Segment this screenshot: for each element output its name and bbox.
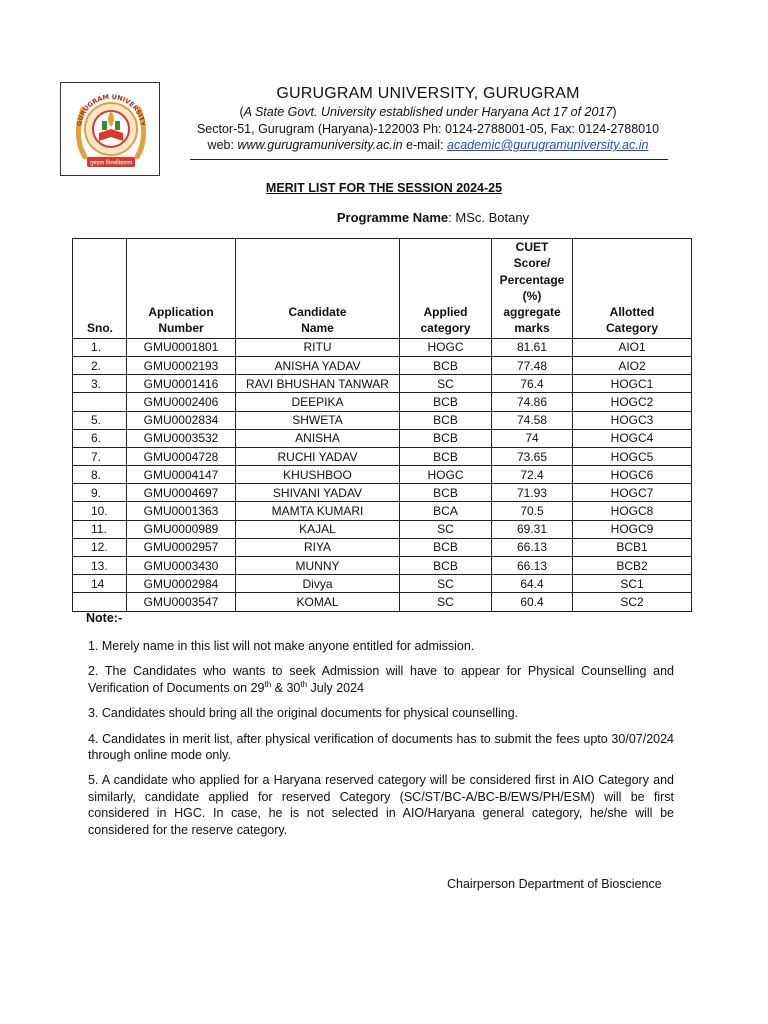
cell-allotted-category: HOGC2 <box>573 393 692 411</box>
cell-allotted-category: HOGC4 <box>573 429 692 447</box>
header-application-number: Application Number <box>127 239 236 339</box>
note-3: 3. Candidates should bring all the original documents for physical counselling. <box>88 706 519 721</box>
letterhead <box>186 84 670 154</box>
table-row <box>73 593 692 611</box>
cell-candidate-name: ANISHA YADAV <box>236 356 400 374</box>
table-row <box>73 375 692 393</box>
university-logo-emblem <box>67 85 155 173</box>
table-row <box>73 429 692 447</box>
table-row <box>73 338 692 356</box>
programme-name: Programme Name: MSc. Botany <box>336 210 530 225</box>
cell-application-number: GMU0001416 <box>127 375 236 393</box>
cell-applied-category: BCB <box>400 484 492 502</box>
cell-application-number: GMU0001801 <box>127 338 236 356</box>
cell-application-number: GMU0002193 <box>127 356 236 374</box>
cell-candidate-name: MUNNY <box>236 557 400 575</box>
note-1: 1. Merely name in this list will not make anyone entitled for admission. <box>88 639 475 653</box>
cell-application-number: GMU0002406 <box>127 393 236 411</box>
table-body <box>73 338 692 611</box>
cell-allotted-category: AIO2 <box>573 356 692 374</box>
cell-allotted-category: BCB2 <box>573 557 692 575</box>
cell-applied-category: SC <box>400 375 492 393</box>
header-candidate-name: Candidate Name <box>236 239 400 339</box>
university-name: GURUGRAM UNIVERSITY, GURUGRAM <box>276 85 580 102</box>
cell-candidate-name: KOMAL <box>236 593 400 611</box>
cell-sno: 13. <box>73 557 127 575</box>
cell-allotted-category: HOGC7 <box>573 484 692 502</box>
signature-line: Chairperson Department of Bioscience <box>447 877 662 891</box>
cell-applied-category: BCB <box>400 411 492 429</box>
cell-score: 69.31 <box>492 520 573 538</box>
cell-score: 81.61 <box>492 338 573 356</box>
cell-score: 73.65 <box>492 447 573 465</box>
cell-candidate-name: DEEPIKA <box>236 393 400 411</box>
cell-sno: 8. <box>73 466 127 484</box>
table-header-row <box>73 239 692 339</box>
cell-application-number: GMU0003547 <box>127 593 236 611</box>
cell-candidate-name: SHIVANI YADAV <box>236 484 400 502</box>
header-sno: Sno. <box>73 239 127 339</box>
cell-allotted-category: SC2 <box>573 593 692 611</box>
cell-allotted-category: SC1 <box>573 575 692 593</box>
cell-applied-category: BCB <box>400 557 492 575</box>
cell-candidate-name: RUCHI YADAV <box>236 447 400 465</box>
cell-candidate-name: KAJAL <box>236 520 400 538</box>
header-allotted-category: Allotted Category <box>573 239 692 339</box>
cell-application-number: GMU0002957 <box>127 538 236 556</box>
website-text: www.gurugramuniversity.ac.in <box>237 138 403 152</box>
cell-application-number: GMU0000989 <box>127 520 236 538</box>
cell-application-number: GMU0004697 <box>127 484 236 502</box>
cell-applied-category: HOGC <box>400 338 492 356</box>
cell-allotted-category: HOGC3 <box>573 411 692 429</box>
cell-score: 71.93 <box>492 484 573 502</box>
cell-candidate-name: Divya <box>236 575 400 593</box>
cell-applied-category: BCB <box>400 447 492 465</box>
cell-applied-category: HOGC <box>400 466 492 484</box>
note-4: 4. Candidates in merit list, after physical verification of documents has to submit the fees upto 30/07/2024 through online mode only. <box>88 731 674 763</box>
cell-allotted-category: HOGC9 <box>573 520 692 538</box>
cell-score: 76.4 <box>492 375 573 393</box>
cell-candidate-name: SHWETA <box>236 411 400 429</box>
cell-allotted-category: BCB1 <box>573 538 692 556</box>
cell-applied-category: SC <box>400 520 492 538</box>
cell-applied-category: BCB <box>400 429 492 447</box>
email-link[interactable]: academic@gurugramuniversity.ac.in <box>447 138 649 152</box>
cell-application-number: GMU0003430 <box>127 557 236 575</box>
cell-candidate-name: MAMTA KUMARI <box>236 502 400 520</box>
cell-allotted-category: AIO1 <box>573 338 692 356</box>
cell-score: 64.4 <box>492 575 573 593</box>
cell-application-number: GMU0001363 <box>127 502 236 520</box>
cell-sno: 3. <box>73 375 127 393</box>
cell-sno: 9. <box>73 484 127 502</box>
cell-application-number: GMU0004728 <box>127 447 236 465</box>
table-row <box>73 393 692 411</box>
cell-candidate-name: ANISHA <box>236 429 400 447</box>
logo-text-bottom: गुरुग्राम विश्वविद्यालय <box>89 160 133 167</box>
cell-score: 66.13 <box>492 557 573 575</box>
cell-application-number: GMU0003532 <box>127 429 236 447</box>
cell-sno: 6. <box>73 429 127 447</box>
cell-candidate-name: RAVI BHUSHAN TANWAR <box>236 375 400 393</box>
subtitle-text: A State Govt. University established under Haryana Act 17 of 2017 <box>243 105 613 119</box>
contact-line: web: www.gurugramuniversity.ac.in e-mail: academic@gurugramuniversity.ac.in <box>207 138 649 152</box>
table-row <box>73 484 692 502</box>
university-logo-frame <box>60 82 160 176</box>
programme-value: MSc. Botany <box>451 210 530 225</box>
cell-score: 74 <box>492 429 573 447</box>
cell-applied-category: BCA <box>400 502 492 520</box>
table-row <box>73 538 692 556</box>
cell-sno: 5. <box>73 411 127 429</box>
cell-score: 77.48 <box>492 356 573 374</box>
cell-application-number: GMU0002834 <box>127 411 236 429</box>
cell-score: 74.86 <box>492 393 573 411</box>
cell-sno: 12. <box>73 538 127 556</box>
cell-applied-category: BCB <box>400 393 492 411</box>
cell-score: 72.4 <box>492 466 573 484</box>
table-row <box>73 411 692 429</box>
merit-table <box>72 238 692 612</box>
cell-allotted-category: HOGC6 <box>573 466 692 484</box>
university-subtitle: (A State Govt. University established under Haryana Act 17 of 2017) <box>239 105 617 119</box>
cell-score: 66.13 <box>492 538 573 556</box>
cell-candidate-name: RITU <box>236 338 400 356</box>
programme-label: Programme Name <box>336 210 449 225</box>
cell-applied-category: SC <box>400 575 492 593</box>
cell-sno: 10. <box>73 502 127 520</box>
cell-application-number: GMU0002984 <box>127 575 236 593</box>
header-divider <box>190 159 668 160</box>
table-row <box>73 557 692 575</box>
table-row <box>73 356 692 374</box>
cell-sno: 1. <box>73 338 127 356</box>
merit-list-title: MERIT LIST FOR THE SESSION 2024-25 <box>265 181 503 195</box>
cell-applied-category: BCB <box>400 538 492 556</box>
table-row <box>73 502 692 520</box>
note-5: 5. A candidate who applied for a Haryana reserved category will be considered first in AIO Category and similarly, candidate applied for reserved Category (SC/ST/BC-A/BC-B/EWS/PH/ESM) will be first considered in HGC. In case, he is not selected in AIO/Haryana general category, he/she will be considered for the reserve category. <box>88 773 674 837</box>
cell-sno: 7. <box>73 447 127 465</box>
note-heading: Note:- <box>86 611 123 625</box>
table-row <box>73 520 692 538</box>
cell-allotted-category: HOGC5 <box>573 447 692 465</box>
logo-text-top: GURUGRAM UNIVERSITY <box>75 92 147 127</box>
cell-allotted-category: HOGC8 <box>573 502 692 520</box>
notes-section <box>88 638 674 847</box>
table-row <box>73 466 692 484</box>
cell-candidate-name: RIYA <box>236 538 400 556</box>
university-address: Sector-51, Gurugram (Haryana)-122003 Ph: 0124-2788001-05, Fax: 0124-2788010 <box>196 121 660 136</box>
cell-sno: 14 <box>73 575 127 593</box>
cell-sno: 11. <box>73 520 127 538</box>
cell-applied-category: BCB <box>400 356 492 374</box>
header-applied-category: Applied category <box>400 239 492 339</box>
cell-application-number: GMU0004147 <box>127 466 236 484</box>
cell-allotted-category: HOGC1 <box>573 375 692 393</box>
cell-score: 60.4 <box>492 593 573 611</box>
note-2: 2. The Candidates who wants to seek Admission will have to appear for Physical Counselling and Verification of Documents on 29th & 30th July 2024 <box>88 664 674 695</box>
cell-score: 74.58 <box>492 411 573 429</box>
cell-score: 70.5 <box>492 502 573 520</box>
cell-applied-category: SC <box>400 593 492 611</box>
cell-candidate-name: KHUSHBOO <box>236 466 400 484</box>
table-row <box>73 575 692 593</box>
table-row <box>73 447 692 465</box>
cell-sno <box>73 393 127 411</box>
cell-sno <box>73 593 127 611</box>
header-score: CUET Score/ Percentage (%) aggregate marks <box>492 239 573 339</box>
cell-sno: 2. <box>73 356 127 374</box>
